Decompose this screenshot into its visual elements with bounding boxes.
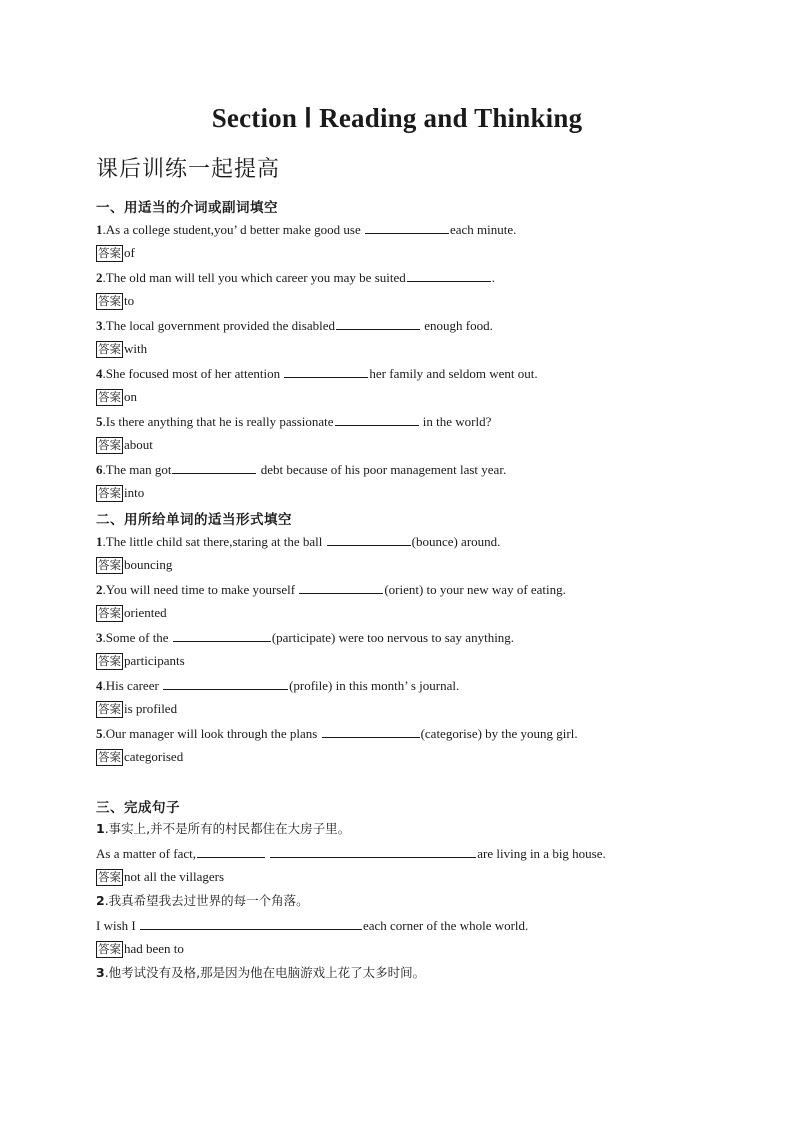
question-1-1 [96,221,516,238]
question-text-post: each corner of the whole world. [362,918,529,933]
question-number: 4 [96,678,103,693]
section-heading-1: 一、用适当的介词或副词填空 [96,200,278,216]
answer-row-2-1 [96,556,172,574]
answer-text: had been to [124,941,184,957]
question-number: 5 [96,726,103,741]
answer-row-1-5 [96,436,153,454]
answer-text: categorised [124,749,184,765]
question-3-2-chinese [96,893,309,909]
question-chinese-text: .我真希望我去过世界的每一个角落。 [104,893,309,908]
question-2-4 [96,677,459,694]
question-text-post: (participate) were too nervous to say anything. [271,630,515,645]
question-number: 4 [96,366,103,381]
answer-badge: 答案 [98,869,121,884]
question-text-post: each minute. [450,222,517,237]
answer-blank [197,845,265,858]
question-3-1-chinese [96,821,350,837]
question-1-6 [96,461,506,478]
answer-blank [335,413,419,426]
answer-blank [173,629,271,642]
answer-blank [365,221,449,234]
question-text-pre: .She focused most of her attention [102,366,284,381]
answer-row-1-3 [96,340,147,358]
question-text-pre: .The old man will tell you which career you may be suited [102,270,406,285]
question-number: 5 [96,414,103,429]
question-text-pre: .You will need time to make yourself [102,582,299,597]
answer-text: about [124,437,153,453]
question-text-post: enough food. [420,318,493,333]
section-heading-2: 二、用所给单词的适当形式填空 [96,512,292,528]
answer-badge: 答案 [98,293,121,308]
answer-blank [163,677,288,690]
answer-blank [270,845,476,858]
question-text-post: her family and seldom went out. [369,366,538,381]
answer-row-3-1 [96,868,224,886]
answer-badge: 答案 [98,557,121,572]
question-text-pre: .As a college student,you’ d better make good use [102,222,364,237]
question-chinese-text: .他考试没有及格,那是因为他在电脑游戏上花了太多时间。 [104,965,426,980]
answer-badge: 答案 [98,245,121,260]
question-2-5 [96,725,578,742]
answer-badge: 答案 [98,941,121,956]
question-text-pre: .The local government provided the disabled [102,318,335,333]
answer-blank [299,581,383,594]
question-text-post: (bounce) around. [411,534,501,549]
answer-badge: 答案 [98,701,121,716]
answer-row-1-2 [96,292,134,310]
answer-blank [172,461,256,474]
question-text-pre: .Our manager will look through the plans [102,726,321,741]
answer-row-1-4 [96,388,137,406]
question-text-post: (categorise) by the young girl. [420,726,578,741]
answer-text: with [124,341,148,357]
question-number: 3 [96,318,103,333]
question-text-post: (profile) in this month’ s journal. [289,678,460,693]
question-1-2 [96,269,495,286]
answer-blank [140,917,362,930]
question-number: 2 [96,270,103,285]
answer-text: is profiled [124,701,178,717]
question-text-pre: .His career [102,678,163,693]
question-number: 1 [96,534,103,549]
question-text-pre: I wish I [96,918,139,933]
question-number: 1 [96,821,105,836]
question-chinese-text: .事实上,并不是所有的村民都住在大房子里。 [104,821,351,836]
question-3-2 [96,917,528,934]
answer-text: oriented [124,605,167,621]
answer-blank [284,365,368,378]
question-2-3 [96,629,514,646]
question-text-pre: .The little child sat there,staring at the ball [102,534,326,549]
answer-badge: 答案 [98,341,121,356]
answer-badge: 答案 [98,437,121,452]
answer-row-2-4 [96,700,177,718]
question-number: 1 [96,222,103,237]
question-text-post: debt because of his poor management last year. [257,462,507,477]
question-text-pre: .Is there anything that he is really passionate [102,414,334,429]
answer-badge: 答案 [98,749,121,764]
answer-text: bouncing [124,557,173,573]
question-text-pre: As a matter of fact, [96,846,196,861]
section-heading-3: 三、完成句子 [96,800,180,816]
answer-blank [327,533,411,546]
question-number: 2 [96,893,105,908]
page-subtitle: 课后训练一起提高 [96,157,281,182]
answer-row-2-5 [96,748,183,766]
answer-row-2-3 [96,652,185,670]
answer-badge: 答案 [98,389,121,404]
answer-row-3-2 [96,940,184,958]
question-1-4 [96,365,538,382]
question-2-1 [96,533,500,550]
answer-badge: 答案 [98,653,121,668]
question-2-2 [96,581,566,598]
answer-text: of [124,245,135,261]
answer-blank [336,317,420,330]
answer-row-2-2 [96,604,167,622]
question-1-5 [96,413,491,430]
question-text-post: . [491,270,495,285]
answer-text: on [124,389,137,405]
answer-blank [322,725,420,738]
answer-text: not all the villagers [124,869,225,885]
question-text-post: are living in a big house. [477,846,606,861]
question-1-3 [96,317,493,334]
question-text-pre: .The man got [102,462,172,477]
answer-row-1-6 [96,484,144,502]
question-3-3-chinese [96,965,425,981]
answer-badge: 答案 [98,485,121,500]
page-title: Section Ⅰ Reading and Thinking [211,103,583,133]
answer-row-1-1 [96,244,135,262]
question-number: 3 [96,965,105,980]
question-number: 3 [96,630,103,645]
question-number: 2 [96,582,103,597]
answer-text: to [124,293,135,309]
answer-blank [407,269,491,282]
question-text-post: in the world? [419,414,492,429]
answer-text: into [124,485,145,501]
answer-badge: 答案 [98,605,121,620]
question-text-pre: .Some of the [102,630,172,645]
question-text-post: (orient) to your new way of eating. [384,582,566,597]
question-number: 6 [96,462,103,477]
answer-text: participants [124,653,185,669]
question-3-1 [96,845,606,862]
